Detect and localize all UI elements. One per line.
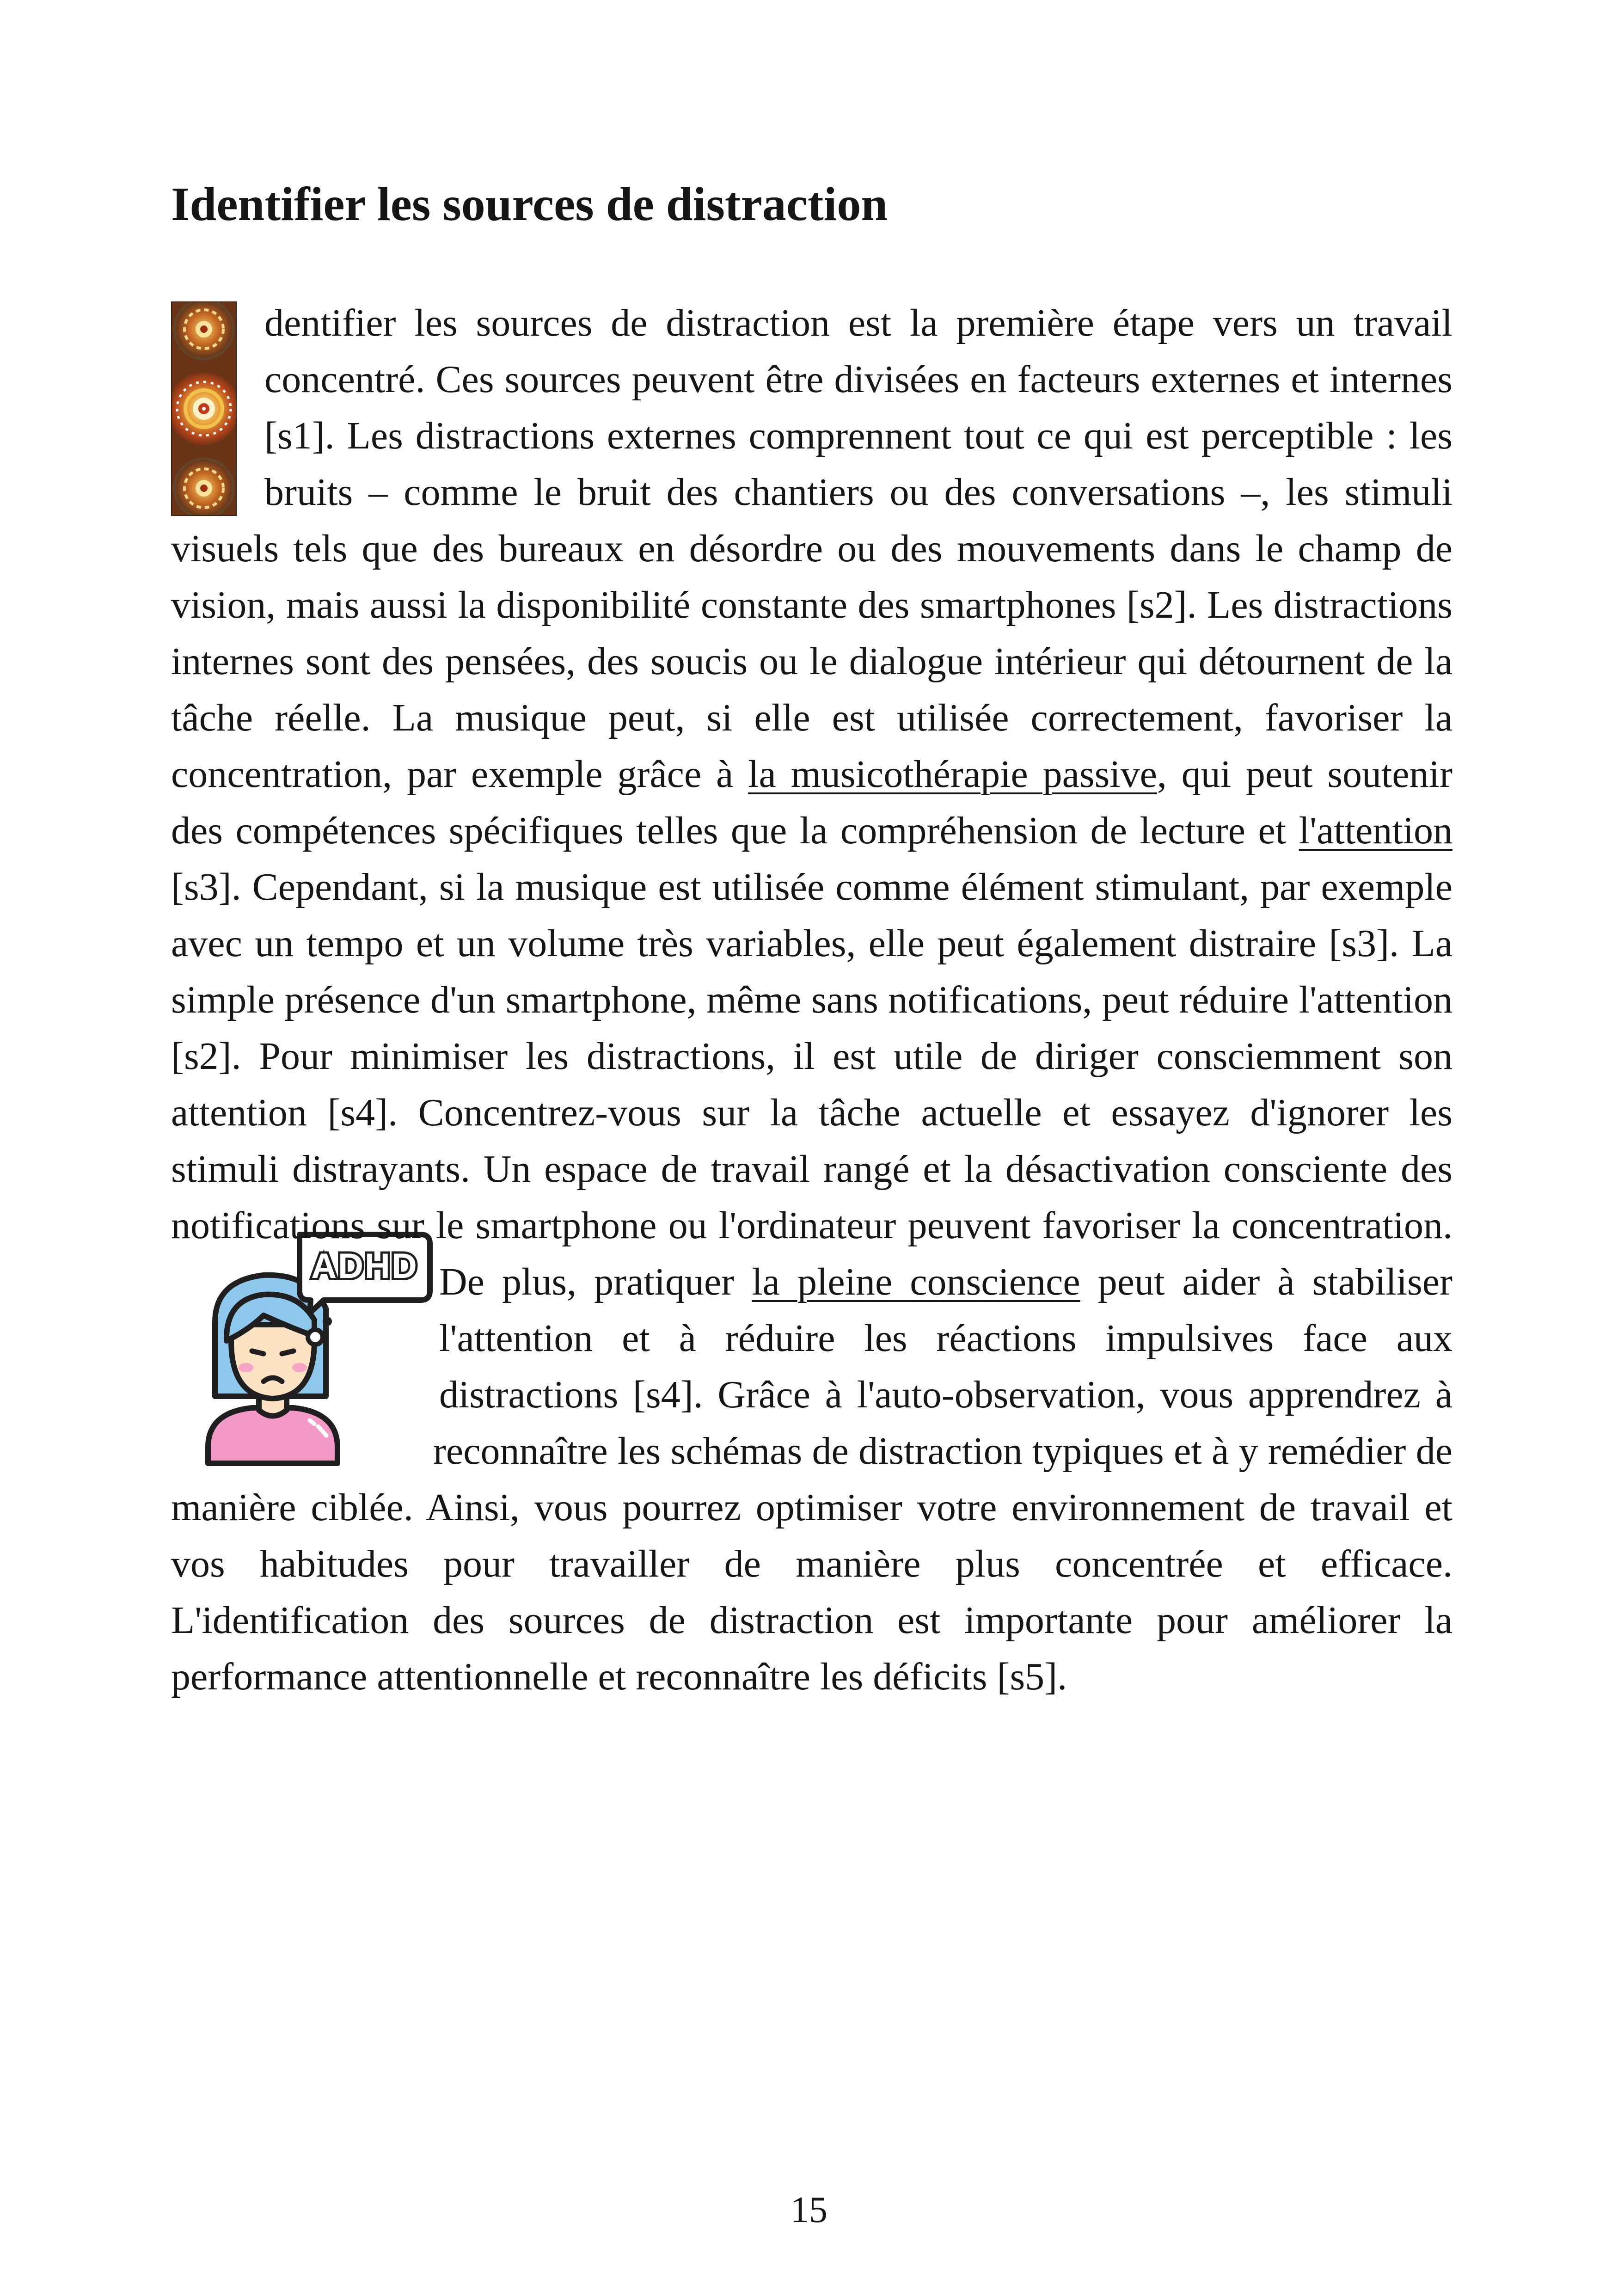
ornamental-dropcap <box>171 301 237 516</box>
adhd-person-icon <box>171 1230 439 1480</box>
paragraph-text-4: peut aider à stabiliser l'attention et à réduire les réactions impulsives face aux distractions [s4]. Grâce à l'auto-observation, vous apprendrez à reconnaître les schémas de distraction typiques et à y remédier de manière ciblée. Ainsi, vous pourrez optimiser votre environnement de travail et vos habitudes pour travailler de manière plus concentrée et efficace. L'identification des sources de distraction est importante pour améliorer la performance attentionnelle et reconnaître les déficits [s5]. <box>171 1260 1453 1698</box>
paragraph-text-3: [s3]. Cependant, si la musique est utilisée comme élément stimulant, par exemple avec un tempo et un volume très variables, elle peut également distraire [s3]. La simple présence d'un smartphone, même sans notifications, peut réduire l'attention [s2]. Pour minimiser les distractions, il est utile de diriger consciemment son attention [s4]. Concentrez-vous sur la tâche actuelle et essayez d'ignorer les stimuli distrayants. Un espace de travail rangé et la désactivation consciente des notifications sur le <box>171 866 1453 1247</box>
paragraph-text-2: , qui peut soutenir des compétences spécifiques telles que la compréhension de lecture et <box>171 753 1453 852</box>
link-pleine-conscience[interactable]: la pleine conscience <box>752 1260 1080 1303</box>
body-paragraph <box>171 295 1453 1705</box>
link-attention[interactable]: l'attention <box>1299 809 1453 852</box>
link-musicotherapie-passive[interactable]: la musicothérapie passive <box>748 753 1157 796</box>
mandala-ornament-icon <box>171 301 237 516</box>
paragraph-text-1: dentifier les sources de distraction est la première étape vers un travail concentré. Ces sources peuvent être divisées en facteurs externes et internes [s1]. Les distractions externes comprennent tout ce qui est perceptible : les bruits – comme le bruit des chantiers ou des conversations –, les stimuli visuels tels que des bureaux en désordre ou des mouvements dans le champ de vision, mais aussi la disponibilité constante des smartphones [s2]. Les distractions internes sont des pensées, des soucis ou le dialogue intérieur qui détournent de la tâche réelle. La musique peut, si elle est utilisée correctement, favoriser la concentration, par exemple grâce à <box>171 301 1453 796</box>
adhd-illustration <box>171 1230 439 1480</box>
page-number: 15 <box>791 2190 827 2230</box>
paragraph-text-3b: smartphone ou l'ordinateur peuvent favoriser la concentration. De plus, pratiquer <box>439 1204 1453 1303</box>
section-heading: Identifier les sources de distraction <box>171 178 888 231</box>
adhd-label: ADHD <box>311 1246 418 1286</box>
